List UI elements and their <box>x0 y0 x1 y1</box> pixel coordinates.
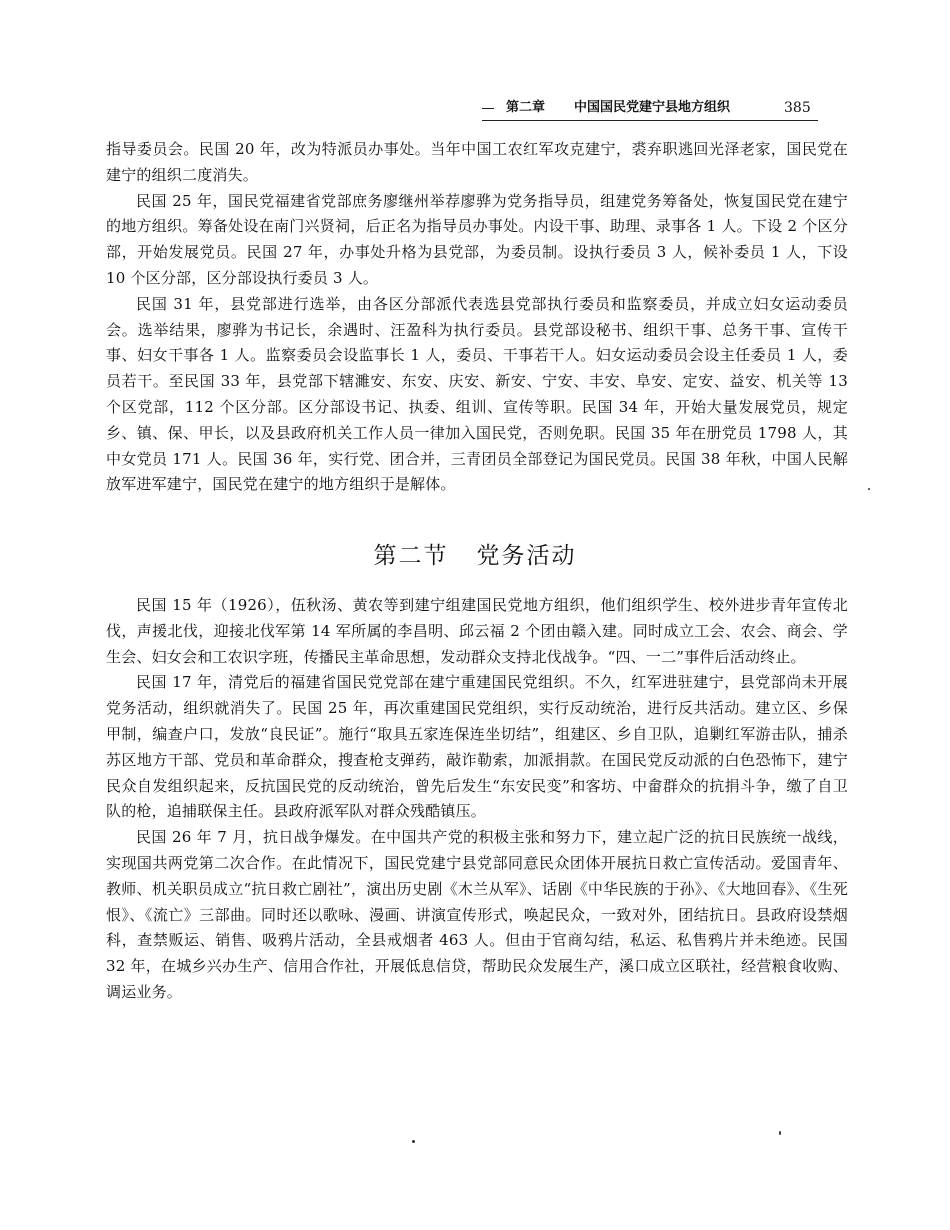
scan-speck <box>779 1131 781 1135</box>
paragraph: 民国 25 年，国民党福建省党部庶务廖继州举荐廖骅为党务指导员，组建党务筹备处，恢复国民党在建宁的地方组织。筹备处设在南门兴贤祠，后正名为指导员办事处。内设干事、助理、录事各 1 人。下设 2 个区分部，开始发展党员。民国 27 年，办事处升格为县党部，为委员制。设执行委员 3 人，候补委员 1 人，下设 10 个区分部，区分部设执行委员 3 人。 <box>106 191 848 287</box>
section-title: 党务活动 <box>476 543 577 569</box>
header-dash <box>482 108 494 109</box>
section-heading <box>0 540 950 572</box>
paragraph: 民国 17 年，清党后的福建省国民党党部在建宁重建国民党组织。不久，红军进驻建宁，县党部尚未开展党务活动，组织就消失了。民国 25 年，再次重建国民党组织，实行反动统治，进行反共活动。建立区、乡保甲制，编查户口，发放“良民证”。施行“取具五家连保连坐切结”，组建区、乡自卫队，追剿红军游击队，捕杀苏区地方干部、党员和革命群众，搜查枪支弹药，敲诈勒索，加派捐款。在国民党反动派的白色恐怖下，建宁民众自发组织起来，反抗国民党的反动统治，曾先后发生“东安民变”和客坊、中畲群众的抗捐斗争，缴了自卫队的枪，追捕联保主任。县政府派军队对群众残酷镇压。 <box>106 673 848 821</box>
paragraph: 民国 15 年（1926），伍秋汤、黄农等到建宁组建国民党地方组织，他们组织学生、校外进步青年宣传北伐，声援北伐，迎接北伐军第 14 军所属的李昌明、邱云福 2 个团由赣入建。同时成立工会、农会、商会、学生会、妇女会和工农识字班，传播民主革命思想，发动群众支持北伐战争。“四、一二”事件后活动终止。 <box>106 596 848 666</box>
paragraph: 民国 31 年，县党部进行选举，由各区分部派代表选县党部执行委员和监察委员，并成立妇女运动委员会。选举结果，廖骅为书记长，余遇时、汪盈科为执行委员。县党部设秘书、组织干事、总务干事、宣传干事、妇女干事各 1 人。监察委员会设监事长 1 人，委员、干事若干人。妇女运动委员会设主任委员 1 人，委员若干。至民国 33 年，县党部下辖濉安、东安、庆安、新安、宁安、丰安、阜安、定安、益安、机关等 13 个区党部，112 个区分部。区分部设书记、执委、组训、宣传等职。民国 34 年，开始大量发展党员，规定乡、镇、保、甲长，以及县政府机关工作人员一律加入国民党，否则免职。民国 35 年在册党员 1798 人，其中女党员 171 人。民国 36 年，实行党、团合并，三青团员全部登记为国民党员。民国 38 年秋，中国人民解放军进军建宁，国民党在建宁的地方组织于是解体。 <box>106 294 848 494</box>
paragraph: 民国 26 年 7 月，抗日战争爆发。在中国共产党的积极主张和努力下，建立起广泛的抗日民族统一战线，实现国共两党第二次合作。在此情况下，国民党建宁县党部同意民众团体开展抗日救亡宣传活动。爱国青年、教师、机关职员成立“抗日救亡剧社”，演出历史剧《木兰从军》、话剧《中华民族的于孙》、《大地回春》、《生死恨》、《流亡》三部曲。同时还以歌咏、漫画、讲演宣传形式，唤起民众，一致对外，团结抗日。县政府设禁烟科，查禁贩运、销售、吸鸦片活动，全县戒烟者 463 人。但由于官商勾结，私运、私售鸦片并未绝迹。民国 32 年，在城乡兴办生产、信用合作社，开展低息信贷，帮助民众发展生产，溪口成立区联社，经营粮食收购、调运业务。 <box>106 828 848 1001</box>
chapter-label: 第二章 <box>506 100 546 115</box>
body-text-top <box>106 137 848 498</box>
chapter-title: 中国国民党建宁县地方组织 <box>574 100 731 115</box>
body-text-bottom <box>106 593 848 1006</box>
running-header <box>482 98 818 121</box>
paragraph: 指导委员会。民国 20 年，改为特派员办事处。当年中国工农红军攻克建宁，裘弃职逃回光泽老家，国民党在建宁的组织二度消失。 <box>106 140 848 184</box>
page-number: 385 <box>784 100 811 116</box>
section-number: 第二节 <box>373 543 449 569</box>
scan-speck <box>412 1140 415 1143</box>
scan-speck <box>868 488 870 490</box>
